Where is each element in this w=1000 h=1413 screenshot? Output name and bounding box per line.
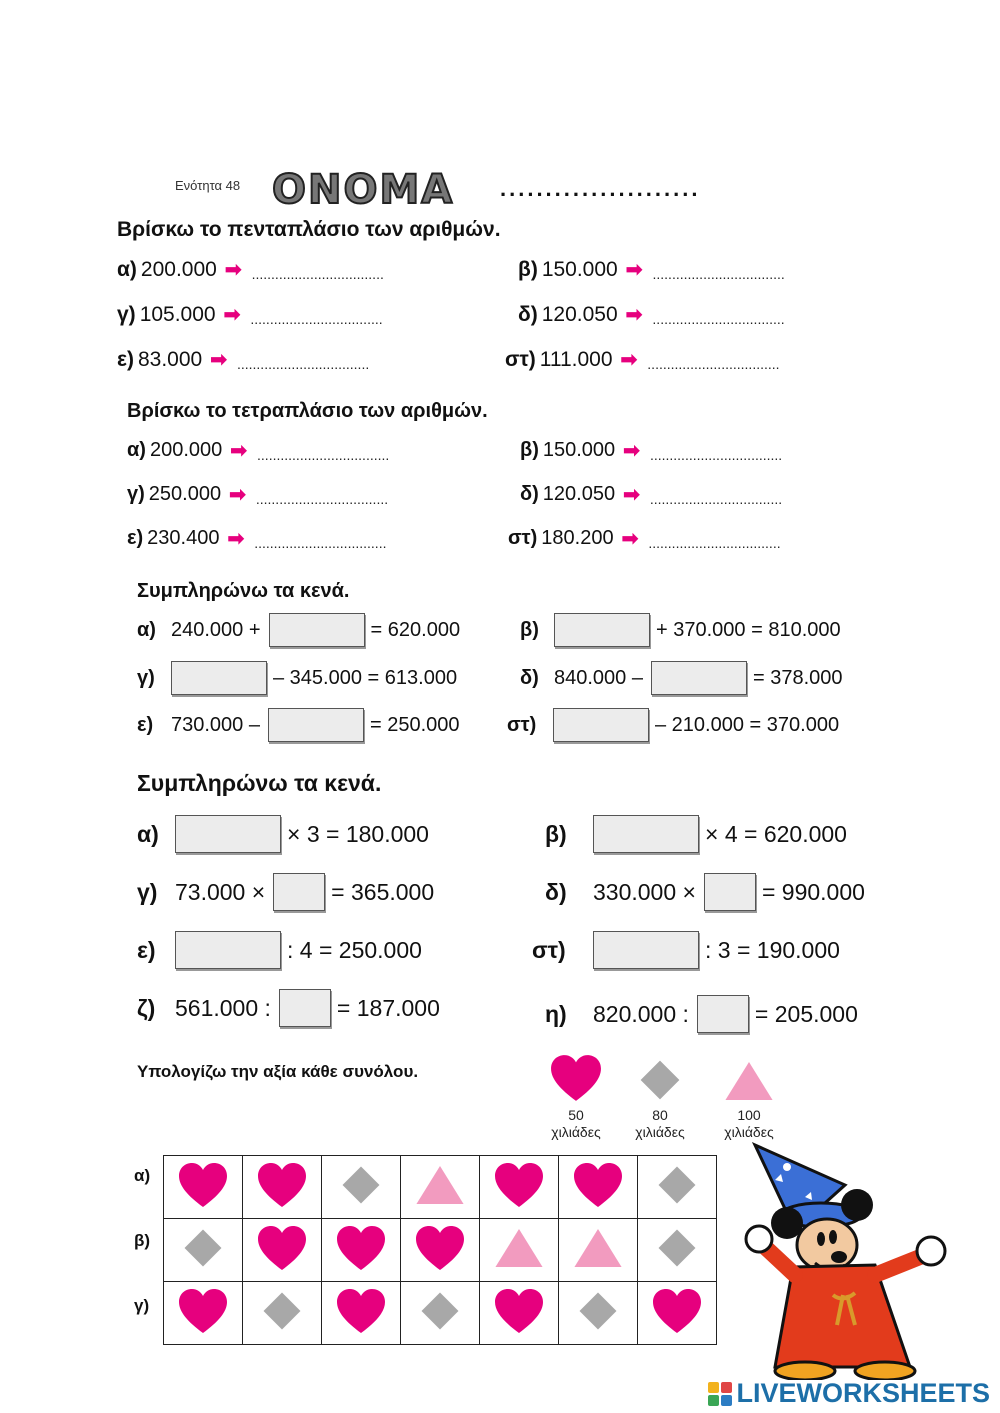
grid-cell bbox=[638, 1282, 717, 1345]
grid-cell bbox=[164, 1156, 243, 1219]
liveworksheets-logo bbox=[708, 1378, 990, 1409]
grid-cell bbox=[243, 1282, 322, 1345]
equation-right: : 3 = 190.000 bbox=[705, 936, 840, 963]
equation-right: × 3 = 180.000 bbox=[287, 820, 429, 847]
item-label: β) bbox=[520, 618, 539, 641]
grid-cell bbox=[243, 1156, 322, 1219]
arrow-right-icon: ➡ bbox=[621, 528, 639, 550]
arrow-right-icon: ➡ bbox=[625, 259, 643, 281]
answer-box[interactable] bbox=[268, 708, 364, 742]
grid-row-label: β) bbox=[134, 1231, 151, 1250]
heart-icon bbox=[336, 1225, 386, 1271]
brand-name: LIVEWORKSHEETS bbox=[736, 1378, 990, 1408]
grid-cell bbox=[322, 1156, 401, 1219]
s3-item-a bbox=[137, 613, 460, 647]
heart-icon bbox=[573, 1162, 623, 1208]
item-label: δ) bbox=[518, 302, 538, 326]
triangle-icon bbox=[572, 1227, 624, 1269]
arrow-right-icon: ➡ bbox=[229, 484, 246, 506]
item-label: στ) bbox=[505, 347, 536, 371]
triangle-icon bbox=[493, 1227, 545, 1269]
arrow-right-icon: ➡ bbox=[620, 349, 638, 371]
legend-value: 50 bbox=[568, 1107, 584, 1123]
equation-right: + 370.000 = 810.000 bbox=[656, 618, 841, 641]
equation-left: 820.000 : bbox=[593, 1000, 689, 1027]
answer-box[interactable] bbox=[704, 873, 756, 911]
answer-box[interactable] bbox=[651, 661, 747, 695]
name-title: ΟΝΟΜΑ bbox=[272, 167, 455, 213]
grid-row bbox=[164, 1156, 717, 1219]
equation-left: 240.000 + bbox=[171, 618, 261, 641]
answer-field[interactable]: .................................. bbox=[648, 534, 781, 551]
triangle-icon bbox=[723, 1060, 775, 1102]
grid-row bbox=[164, 1282, 717, 1345]
item-value: 150.000 bbox=[542, 439, 616, 461]
s2-item-a bbox=[127, 438, 389, 463]
heart-icon bbox=[550, 1054, 602, 1102]
grid-cell bbox=[480, 1156, 559, 1219]
grid-cell bbox=[480, 1219, 559, 1282]
answer-box[interactable] bbox=[593, 815, 699, 853]
s4-item-f bbox=[532, 931, 840, 969]
legend-triangle bbox=[718, 1060, 780, 1141]
arrow-right-icon: ➡ bbox=[227, 528, 245, 550]
grid-cell bbox=[638, 1156, 717, 1219]
answer-box[interactable] bbox=[273, 873, 325, 911]
shape-grid bbox=[163, 1155, 717, 1345]
item-value: 200.000 bbox=[140, 257, 217, 281]
diamond-icon bbox=[576, 1289, 620, 1333]
s4-item-d bbox=[545, 873, 865, 911]
diamond-icon bbox=[339, 1163, 383, 1207]
arrow-right-icon: ➡ bbox=[623, 440, 640, 462]
heart-icon bbox=[415, 1225, 465, 1271]
equation-left: 73.000 × bbox=[175, 878, 266, 905]
equation-left: 561.000 : bbox=[175, 994, 271, 1021]
diamond-icon bbox=[260, 1289, 304, 1333]
legend-heart bbox=[548, 1054, 604, 1141]
grid-row-label: γ) bbox=[134, 1296, 150, 1315]
item-label: γ) bbox=[127, 483, 145, 505]
s1-item-b bbox=[518, 257, 785, 282]
arrow-right-icon: ➡ bbox=[224, 259, 242, 281]
s3-item-f bbox=[507, 708, 839, 742]
item-value: 120.050 bbox=[542, 483, 616, 505]
item-label: ε) bbox=[137, 936, 156, 963]
heart-icon bbox=[257, 1225, 307, 1271]
s3-item-d bbox=[520, 661, 843, 695]
answer-field[interactable]: .................................. bbox=[649, 490, 783, 507]
legend-value: 100 bbox=[737, 1107, 761, 1123]
equation-right: – 345.000 = 613.000 bbox=[273, 666, 458, 689]
equation-left: 730.000 – bbox=[171, 713, 260, 736]
answer-field[interactable]: .................................. bbox=[257, 446, 390, 463]
legend-unit: χιλιάδες bbox=[724, 1124, 774, 1140]
triangle-icon bbox=[414, 1164, 466, 1206]
item-label: α) bbox=[137, 820, 159, 847]
grid-row-label: α) bbox=[134, 1166, 151, 1185]
grid-row bbox=[164, 1219, 717, 1282]
item-label: γ) bbox=[137, 666, 155, 689]
equation-right: – 210.000 = 370.000 bbox=[655, 713, 840, 736]
s2-item-f bbox=[508, 526, 781, 551]
item-label: α) bbox=[127, 439, 146, 461]
section2-heading: Βρίσκω το τετραπλάσιο των αριθμών. bbox=[127, 400, 488, 422]
diamond-icon bbox=[655, 1163, 699, 1207]
answer-box[interactable] bbox=[697, 995, 749, 1033]
s3-item-e bbox=[137, 708, 460, 742]
arrow-right-icon: ➡ bbox=[625, 304, 643, 326]
legend-unit: χιλιάδες bbox=[635, 1124, 685, 1140]
answer-box[interactable] bbox=[175, 931, 281, 969]
item-label: α) bbox=[117, 257, 137, 281]
answer-field[interactable]: .................................. bbox=[652, 310, 785, 327]
item-label: η) bbox=[545, 1000, 567, 1027]
grid-cell bbox=[243, 1219, 322, 1282]
item-value: 120.050 bbox=[541, 302, 618, 326]
grid-cell bbox=[164, 1219, 243, 1282]
item-label: ε) bbox=[117, 347, 134, 371]
grid-cell bbox=[559, 1219, 638, 1282]
equation-right: × 4 = 620.000 bbox=[705, 820, 847, 847]
arrow-right-icon: ➡ bbox=[223, 304, 241, 326]
s4-item-e bbox=[137, 931, 422, 969]
item-label: δ) bbox=[520, 483, 539, 505]
item-value: 83.000 bbox=[137, 347, 203, 371]
diamond-icon bbox=[418, 1289, 462, 1333]
logo-icon bbox=[708, 1382, 732, 1406]
item-label: στ) bbox=[532, 936, 566, 963]
equation-right: = 250.000 bbox=[369, 713, 460, 736]
item-value: 105.000 bbox=[139, 302, 216, 326]
equation-right: = 205.000 bbox=[754, 1000, 858, 1027]
equation-left: 330.000 × bbox=[593, 878, 696, 905]
item-label: στ) bbox=[507, 713, 537, 736]
diamond-icon bbox=[181, 1226, 225, 1270]
answer-box[interactable] bbox=[593, 931, 699, 969]
s4-item-b bbox=[545, 815, 847, 853]
legend-diamond bbox=[632, 1058, 688, 1141]
item-value: 111.000 bbox=[539, 347, 613, 371]
s4-item-c bbox=[137, 873, 434, 911]
s2-item-b bbox=[520, 438, 782, 463]
answer-field[interactable]: .................................. bbox=[649, 446, 783, 463]
s2-item-e bbox=[127, 526, 386, 551]
item-label: δ) bbox=[545, 878, 567, 905]
item-value: 250.000 bbox=[148, 483, 222, 505]
grid-cell bbox=[401, 1219, 480, 1282]
answer-box[interactable] bbox=[175, 815, 281, 853]
equation-left: 840.000 – bbox=[554, 666, 643, 689]
item-label: α) bbox=[137, 618, 156, 641]
answer-field[interactable]: .................................. bbox=[250, 310, 383, 327]
equation-right: = 990.000 bbox=[761, 878, 865, 905]
diamond-icon bbox=[637, 1058, 683, 1102]
grid-cell bbox=[164, 1282, 243, 1345]
answer-field[interactable]: .................................. bbox=[251, 265, 384, 282]
grid-cell bbox=[322, 1282, 401, 1345]
equation-right: = 365.000 bbox=[331, 878, 435, 905]
s4-item-g bbox=[137, 989, 440, 1027]
section1-heading: Βρίσκω το πενταπλάσιο των αριθμών. bbox=[117, 218, 501, 241]
equation-right: = 620.000 bbox=[370, 618, 461, 641]
grid-cell bbox=[559, 1282, 638, 1345]
equation-right: : 4 = 250.000 bbox=[287, 936, 422, 963]
heart-icon bbox=[178, 1162, 228, 1208]
answer-field[interactable]: .................................. bbox=[255, 490, 389, 507]
answer-box[interactable] bbox=[279, 989, 331, 1027]
item-label: γ) bbox=[137, 878, 158, 905]
answer-box[interactable] bbox=[553, 708, 649, 742]
diamond-icon bbox=[655, 1226, 699, 1270]
answer-field[interactable]: .................................. bbox=[254, 534, 387, 551]
item-value: 230.400 bbox=[147, 527, 220, 549]
answer-field[interactable]: .................................. bbox=[647, 355, 780, 372]
section5-heading: Υπολογίζω την αξία κάθε συνόλου. bbox=[137, 1062, 419, 1081]
item-label: δ) bbox=[520, 666, 539, 689]
heart-icon bbox=[494, 1162, 544, 1208]
s1-item-a bbox=[117, 257, 384, 282]
item-label: ε) bbox=[137, 713, 154, 736]
legend-unit: χιλιάδες bbox=[551, 1124, 601, 1140]
s1-item-d bbox=[518, 302, 785, 327]
heart-icon bbox=[652, 1288, 702, 1334]
item-label: στ) bbox=[508, 527, 538, 549]
item-value: 200.000 bbox=[149, 439, 223, 461]
grid-cell bbox=[401, 1282, 480, 1345]
name-field[interactable]: ...................... bbox=[500, 176, 701, 201]
grid-cell bbox=[322, 1219, 401, 1282]
item-label: β) bbox=[545, 820, 567, 847]
answer-field[interactable]: .................................. bbox=[236, 355, 370, 372]
s4-item-h bbox=[545, 995, 858, 1033]
answer-box[interactable] bbox=[554, 613, 650, 647]
arrow-right-icon: ➡ bbox=[230, 440, 248, 462]
item-value: 150.000 bbox=[541, 257, 618, 281]
s1-item-f bbox=[505, 347, 780, 372]
unit-label: Ενότητα 48 bbox=[175, 178, 241, 193]
answer-box[interactable] bbox=[269, 613, 365, 647]
equation-right: = 187.000 bbox=[336, 994, 440, 1021]
s3-item-b bbox=[520, 613, 841, 647]
s2-item-d bbox=[520, 482, 782, 507]
s1-item-e bbox=[117, 347, 369, 372]
arrow-right-icon: ➡ bbox=[210, 349, 227, 371]
section3-heading: Συμπληρώνω τα κενά. bbox=[137, 580, 350, 602]
grid-cell bbox=[401, 1156, 480, 1219]
answer-box[interactable] bbox=[171, 661, 267, 695]
item-label: β) bbox=[518, 257, 538, 281]
grid-cell bbox=[638, 1219, 717, 1282]
heart-icon bbox=[178, 1288, 228, 1334]
s4-item-a bbox=[137, 815, 429, 853]
heart-icon bbox=[336, 1288, 386, 1334]
answer-field[interactable]: .................................. bbox=[652, 265, 785, 282]
item-label: ε) bbox=[127, 527, 144, 549]
equation-right: = 378.000 bbox=[752, 666, 843, 689]
item-value: 180.200 bbox=[541, 527, 614, 549]
heart-icon bbox=[257, 1162, 307, 1208]
s1-item-c bbox=[117, 302, 383, 327]
legend-value: 80 bbox=[652, 1107, 668, 1123]
item-label: β) bbox=[520, 439, 539, 461]
grid-cell bbox=[480, 1282, 559, 1345]
s3-item-c bbox=[137, 661, 457, 695]
grid-cell bbox=[559, 1156, 638, 1219]
item-label: ζ) bbox=[137, 994, 156, 1021]
arrow-right-icon: ➡ bbox=[623, 484, 640, 506]
item-label: γ) bbox=[117, 302, 136, 326]
wizard-mouse-illustration bbox=[735, 1135, 965, 1380]
section4-heading: Συμπληρώνω τα κενά. bbox=[137, 770, 382, 796]
heart-icon bbox=[494, 1288, 544, 1334]
s2-item-c bbox=[127, 482, 388, 507]
